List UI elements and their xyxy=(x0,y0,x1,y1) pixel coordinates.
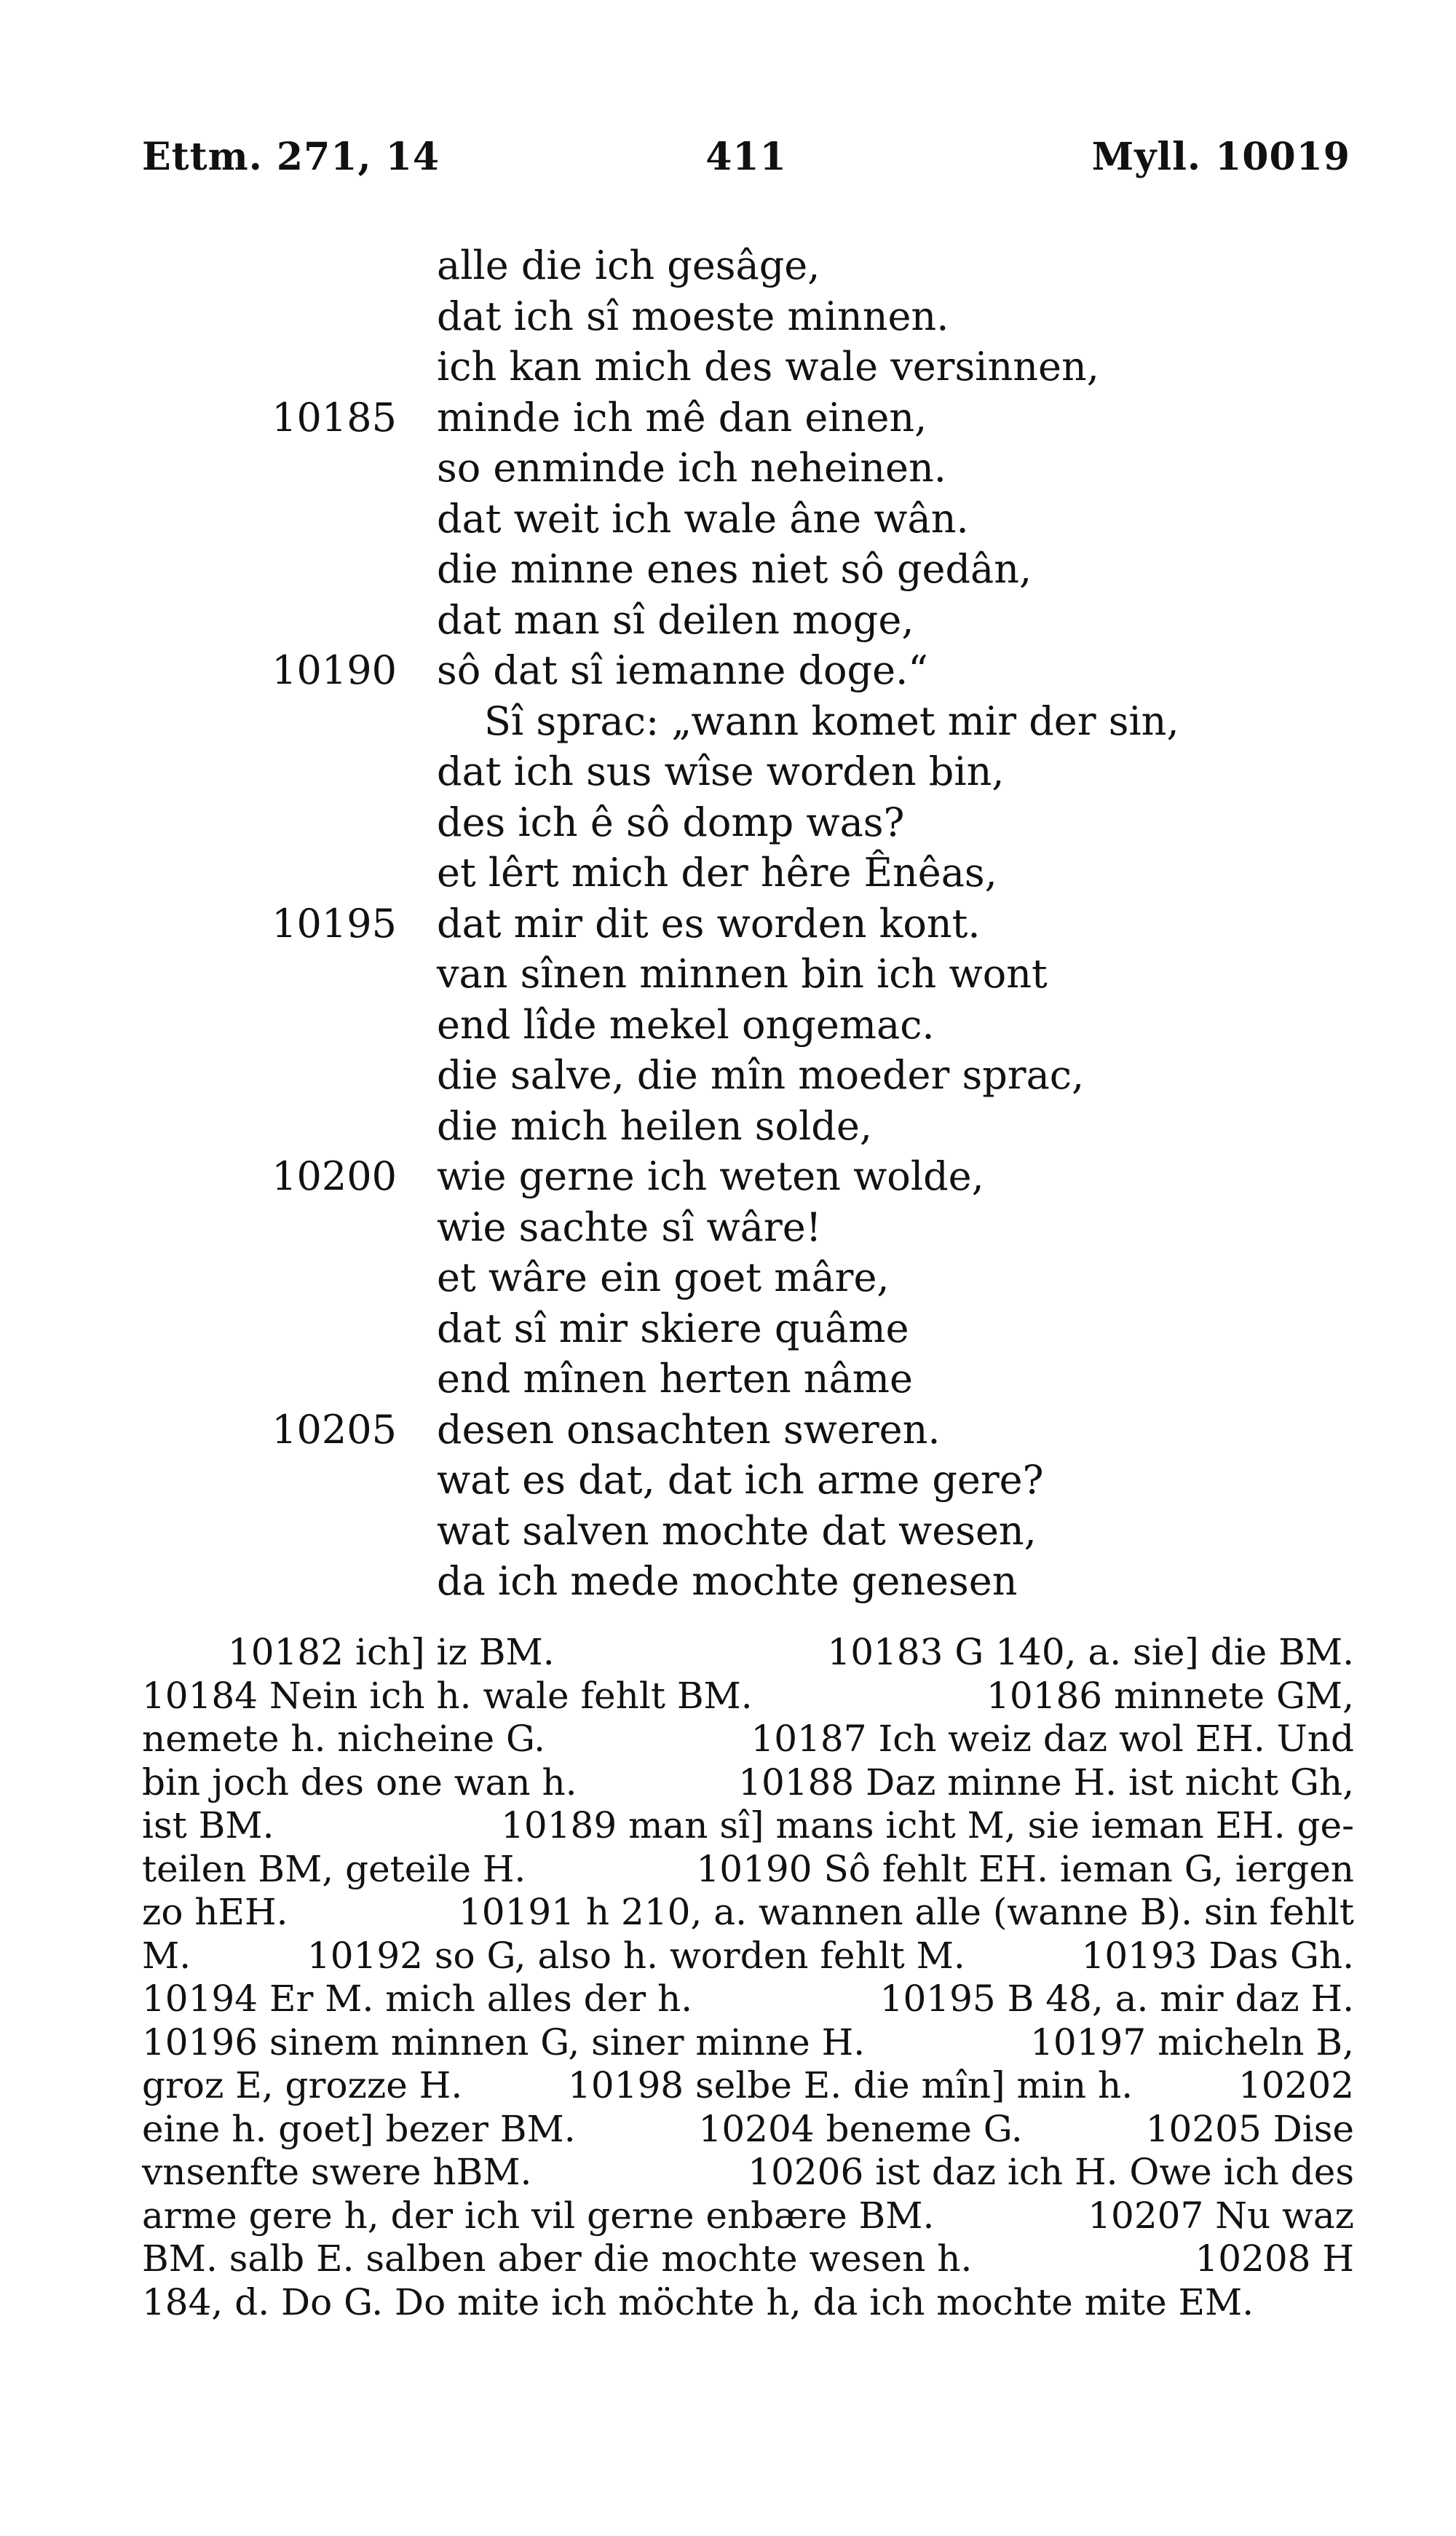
verse-line-text: die salve, die mîn moeder sprac, xyxy=(437,1052,1085,1098)
verse-line-text: dat man sî deilen moge, xyxy=(437,596,914,643)
verse-line-text: des ich ê sô domp was? xyxy=(437,799,905,845)
verse-line-text: end lîde mekel ongemac. xyxy=(437,1001,935,1048)
verse-line-text: wie sachte sî wâre! xyxy=(437,1204,822,1250)
verse-line-text: van sînen minnen bin ich wont xyxy=(437,951,1048,997)
line-number: 10190 xyxy=(272,647,397,693)
verse-line-text: die mich heilen solde, xyxy=(437,1102,872,1149)
note-line xyxy=(142,1761,1354,1805)
note-segment: 10191 h 210, a. wannen alle (wanne B). sin fehlt xyxy=(458,1891,1354,1933)
verse-line-text: et wâre ein goet mâre, xyxy=(437,1255,890,1300)
note-segment: 10187 Ich weiz daz wol EH. Und xyxy=(751,1718,1354,1760)
note-line xyxy=(142,2064,1354,2108)
note-segment: teilen BM, geteile H. xyxy=(142,1847,526,1890)
note-segment: 10184 Nein ich h. wale fehlt BM. xyxy=(142,1674,753,1717)
note-segment: 10195 B 48, a. mir daz H. xyxy=(879,1978,1354,2020)
verse-line xyxy=(0,1252,1136,1303)
verse-line xyxy=(0,898,1136,949)
verse-line xyxy=(0,645,1136,696)
verse-line xyxy=(0,1303,1136,1354)
note-segment: 10207 Nu waz xyxy=(1088,2194,1354,2237)
note-segment: ist BM. xyxy=(142,1804,274,1846)
verse-line xyxy=(0,1354,1136,1405)
line-number: 10205 xyxy=(272,1406,397,1453)
verse-line xyxy=(0,1455,1136,1506)
note-line xyxy=(142,1631,1354,1675)
verse-line-text: wat salven mochte dat wesen, xyxy=(437,1507,1037,1554)
verse-line xyxy=(0,1506,1136,1557)
running-header xyxy=(142,135,1350,193)
verse-line-text: dat ich sî moeste minnen. xyxy=(437,293,949,339)
note-segment: groz E, grozze H. xyxy=(142,2064,463,2106)
note-segment: nemete h. nicheine G. xyxy=(142,1718,546,1760)
verse-line-text: ich kan mich des wale versinnen, xyxy=(437,344,1099,390)
note-segment: 10193 Das Gh. xyxy=(1081,1934,1354,1977)
verse-line xyxy=(0,746,1136,797)
header-right-reference: Myll. 10019 xyxy=(1091,135,1350,179)
page-number: 411 xyxy=(705,135,787,179)
verse-line xyxy=(0,291,1136,342)
note-segment: 10194 Er M. mich alles der h. xyxy=(142,1978,693,2020)
verse-line-text: dat ich sus wîse worden bin, xyxy=(437,748,1005,794)
verse-line xyxy=(0,797,1136,848)
verse-line xyxy=(0,595,1136,646)
note-segment: 10202 xyxy=(1238,2064,1354,2106)
verse-line xyxy=(0,494,1136,545)
note-line xyxy=(142,2151,1354,2195)
verse-line xyxy=(0,848,1136,898)
note-segment: 10196 sinem minnen G, siner minne H. xyxy=(142,2020,866,2063)
verse-line xyxy=(0,1556,1136,1607)
line-number: 10200 xyxy=(272,1153,397,1199)
verse-line xyxy=(0,443,1136,494)
verse-line-text: dat mir dit es worden kont. xyxy=(437,900,981,947)
note-line xyxy=(142,1804,1354,1848)
header-left-reference: Ettm. 271, 14 xyxy=(142,135,440,179)
note-segment: M. xyxy=(142,1934,191,1977)
verse-line xyxy=(0,1151,1136,1202)
verse-line-text: et lêrt mich der hêre Ênêas, xyxy=(437,850,997,896)
line-number: 10185 xyxy=(272,394,397,441)
verse-line-text: da ich mede mochte genesen xyxy=(437,1558,1018,1604)
note-segment: 10205 Dise xyxy=(1145,2107,1354,2150)
note-segment: bin joch des one wan h. xyxy=(142,1761,577,1804)
note-segment: zo hEH. xyxy=(142,1891,288,1933)
note-segment: 10189 man sî] mans icht M, sie ieman EH. ge- xyxy=(501,1804,1354,1846)
note-line xyxy=(142,1718,1354,1761)
verse-line-text: minde ich mê dan einen, xyxy=(437,394,927,441)
verse-line-text: end mînen herten nâme xyxy=(437,1356,913,1402)
verse-line xyxy=(0,949,1136,1000)
note-segment: BM. salb E. salben aber die mochte wesen h. xyxy=(142,2237,973,2280)
note-segment: 10186 minnete GM, xyxy=(986,1674,1354,1717)
note-line xyxy=(142,2021,1354,2065)
verse-line-text: die minne enes niet sô gedân, xyxy=(437,546,1032,592)
verse-line-text: desen onsachten sweren. xyxy=(437,1406,941,1453)
verse-line-text: sô dat sî iemanne doge.“ xyxy=(437,647,928,693)
verse-line xyxy=(0,341,1136,392)
note-segment: arme gere h, der ich vil gerne enbære BM. xyxy=(142,2194,935,2237)
verse-line-text: alle die ich gesâge, xyxy=(437,242,820,288)
critical-apparatus-notes xyxy=(142,1631,1354,2324)
verse-line-text: dat weit ich wale âne wân. xyxy=(437,495,969,542)
verse-line xyxy=(0,1405,1136,1455)
note-line xyxy=(142,1848,1354,1892)
note-line xyxy=(142,1675,1354,1718)
note-segment: 10182 ich] iz BM. xyxy=(228,1631,555,1673)
verse-line xyxy=(0,1101,1136,1152)
verse-line-text: Sî sprac: „wann komet mir der sin, xyxy=(484,698,1179,744)
note-segment: 10198 selbe E. die mîn] min h. xyxy=(568,2064,1133,2106)
note-segment: 10197 micheln B, xyxy=(1030,2020,1354,2063)
verse-line xyxy=(0,1000,1136,1051)
note-line xyxy=(142,2237,1354,2281)
note-segment: 10208 H xyxy=(1195,2237,1354,2280)
note-segment: 10190 Sô fehlt EH. ieman G, iergen xyxy=(696,1847,1354,1890)
note-segment: 10183 G 140, a. sie] die BM. xyxy=(827,1631,1354,1673)
verse-line xyxy=(0,392,1136,443)
note-line xyxy=(142,2195,1354,2238)
verse-line-text: dat sî mir skiere quâme xyxy=(437,1305,909,1351)
note-line xyxy=(142,1978,1354,2021)
line-number: 10195 xyxy=(272,900,397,947)
note-segment: 10192 so G, also h. worden fehlt M. xyxy=(306,1934,965,1977)
verse-line-text: wat es dat, dat ich arme gere? xyxy=(437,1457,1044,1503)
note-segment: vnsenfte swere hBM. xyxy=(142,2151,532,2193)
note-segment: eine h. goet] bezer BM. xyxy=(142,2107,576,2150)
verse-line xyxy=(0,1202,1136,1253)
verse-line-text: so enminde ich neheinen. xyxy=(437,445,946,491)
note-segment: 10204 beneme G. xyxy=(698,2107,1023,2150)
verse-line xyxy=(0,1050,1136,1101)
verse-line xyxy=(0,696,1179,747)
verse-line-text: wie gerne ich weten wolde, xyxy=(437,1153,984,1199)
verse-text-block xyxy=(0,240,1179,1607)
verse-line xyxy=(0,544,1136,595)
note-segment: 10206 ist daz ich H. Owe ich des xyxy=(748,2151,1354,2193)
note-line xyxy=(142,2281,1354,2325)
note-line xyxy=(142,1891,1354,1935)
note-segment: 184, d. Do G. Do mite ich möchte h, da ich mochte mite EM. xyxy=(142,2280,1254,2323)
note-line xyxy=(142,2108,1354,2152)
verse-line xyxy=(0,240,1136,291)
note-segment: 10188 Daz minne H. ist nicht Gh, xyxy=(738,1761,1354,1804)
note-line xyxy=(142,1935,1354,1978)
